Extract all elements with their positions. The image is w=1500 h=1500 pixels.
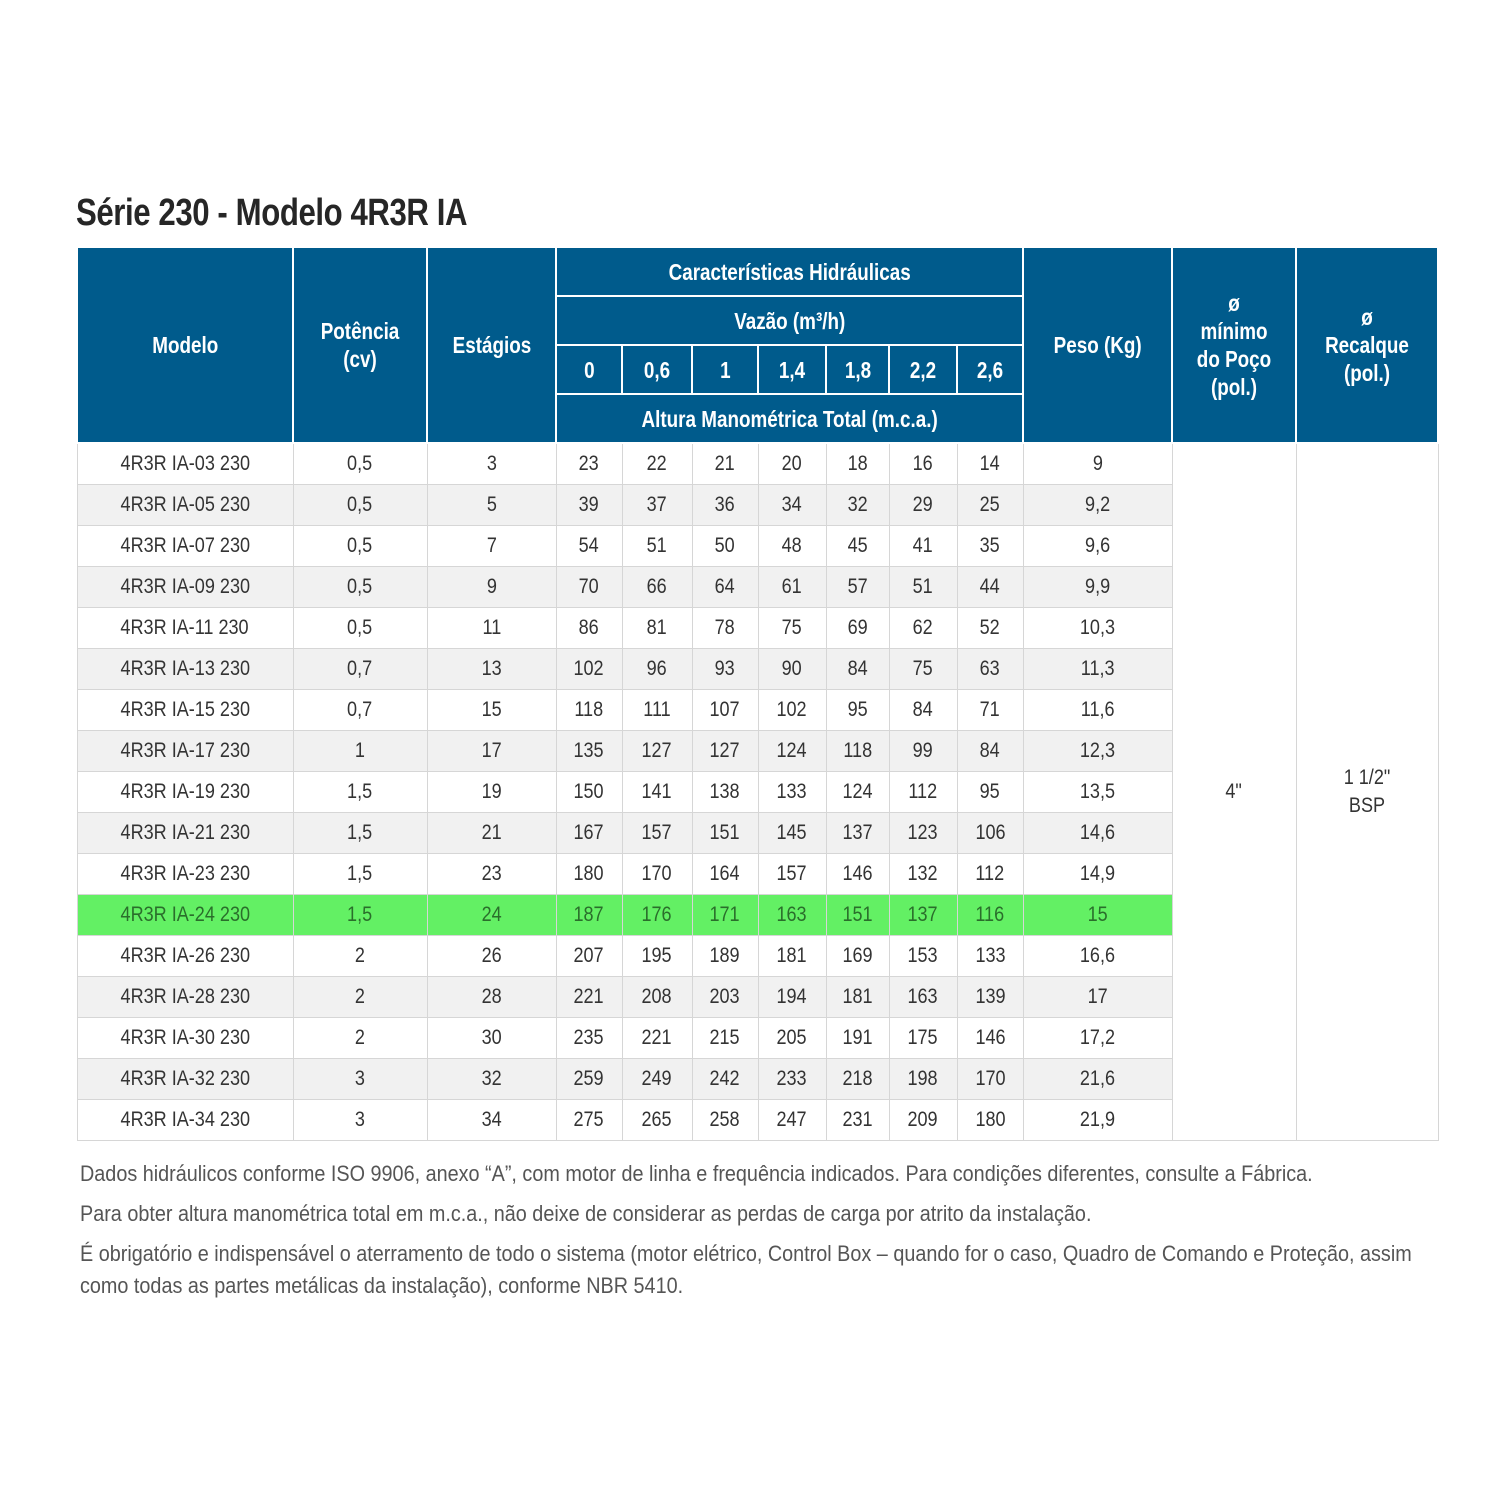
altura-cell: 70 [556,567,622,608]
peso-cell: 9 [1023,443,1172,485]
altura-cell: 205 [758,1018,826,1059]
altura-cell: 52 [957,608,1023,649]
altura-cell: 32 [826,485,889,526]
altura-cell: 157 [758,854,826,895]
estagios-cell: 23 [427,854,556,895]
altura-cell: 62 [889,608,957,649]
altura-cell: 118 [826,731,889,772]
altura-cell: 170 [957,1059,1023,1100]
altura-cell: 48 [758,526,826,567]
modelo-cell: 4R3R IA-34 230 [77,1100,293,1141]
altura-cell: 29 [889,485,957,526]
potencia-cell: 2 [293,1018,427,1059]
altura-cell: 135 [556,731,622,772]
peso-cell: 16,6 [1023,936,1172,977]
recalque-label: Recalque (pol.) [1325,332,1409,386]
potencia-cell: 3 [293,1100,427,1141]
altura-cell: 139 [957,977,1023,1018]
altura-cell: 22 [622,443,692,485]
poco-label: mínimo do Poço (pol.) [1196,318,1272,400]
altura-cell: 99 [889,731,957,772]
potencia-cell: 3 [293,1059,427,1100]
estagios-cell: 15 [427,690,556,731]
altura-cell: 181 [826,977,889,1018]
altura-cell: 124 [826,772,889,813]
altura-cell: 145 [758,813,826,854]
potencia-cell: 2 [293,936,427,977]
estagios-cell: 7 [427,526,556,567]
altura-cell: 51 [622,526,692,567]
altura-cell: 112 [957,854,1023,895]
altura-cell: 187 [556,895,622,936]
altura-cell: 35 [957,526,1023,567]
altura-cell: 123 [889,813,957,854]
altura-cell: 90 [758,649,826,690]
altura-cell: 41 [889,526,957,567]
altura-cell: 194 [758,977,826,1018]
altura-cell: 84 [957,731,1023,772]
estagios-cell: 28 [427,977,556,1018]
potencia-cell: 0,5 [293,608,427,649]
modelo-cell: 4R3R IA-13 230 [77,649,293,690]
altura-cell: 146 [957,1018,1023,1059]
altura-cell: 163 [889,977,957,1018]
peso-cell: 13,5 [1023,772,1172,813]
header-potencia: Potência (cv) [293,247,427,443]
altura-cell: 258 [692,1100,758,1141]
altura-cell: 249 [622,1059,692,1100]
footnote: Dados hidráulicos conforme ISO 9906, anexo “A”, com motor de linha e frequência indicados. Para condições diferentes, consulte a Fábrica. [80,1161,1313,1186]
altura-cell: 34 [758,485,826,526]
altura-cell: 170 [622,854,692,895]
header-vazao-value: 0,6 [622,345,692,394]
altura-cell: 96 [622,649,692,690]
peso-cell: 9,6 [1023,526,1172,567]
altura-cell: 133 [957,936,1023,977]
peso-cell: 21,9 [1023,1100,1172,1141]
header-modelo: Modelo [77,247,293,443]
altura-cell: 198 [889,1059,957,1100]
modelo-cell: 4R3R IA-03 230 [77,443,293,485]
altura-cell: 138 [692,772,758,813]
altura-cell: 151 [692,813,758,854]
recalque-value-cell: 1 1/2" BSP [1296,443,1438,1141]
altura-cell: 18 [826,443,889,485]
altura-cell: 63 [957,649,1023,690]
altura-cell: 93 [692,649,758,690]
header-vazao-value: 2,2 [889,345,957,394]
altura-cell: 95 [957,772,1023,813]
altura-cell: 203 [692,977,758,1018]
estagios-cell: 21 [427,813,556,854]
altura-cell: 107 [692,690,758,731]
altura-cell: 259 [556,1059,622,1100]
header-vazao-value: 1,4 [758,345,826,394]
altura-cell: 175 [889,1018,957,1059]
peso-cell: 15 [1023,895,1172,936]
altura-cell: 112 [889,772,957,813]
altura-cell: 37 [622,485,692,526]
peso-cell: 17,2 [1023,1018,1172,1059]
altura-cell: 180 [957,1100,1023,1141]
altura-cell: 81 [622,608,692,649]
altura-cell: 195 [622,936,692,977]
potencia-cell: 0,5 [293,443,427,485]
altura-cell: 54 [556,526,622,567]
altura-cell: 124 [758,731,826,772]
altura-cell: 133 [758,772,826,813]
altura-cell: 71 [957,690,1023,731]
altura-cell: 64 [692,567,758,608]
altura-cell: 247 [758,1100,826,1141]
altura-cell: 191 [826,1018,889,1059]
altura-cell: 23 [556,443,622,485]
footnote: Para obter altura manométrica total em m.c.a., não deixe de considerar as perdas de carga por atrito da instalação. [80,1201,1092,1226]
altura-cell: 50 [692,526,758,567]
estagios-cell: 26 [427,936,556,977]
altura-cell: 132 [889,854,957,895]
peso-cell: 14,9 [1023,854,1172,895]
altura-cell: 218 [826,1059,889,1100]
modelo-cell: 4R3R IA-17 230 [77,731,293,772]
peso-cell: 9,2 [1023,485,1172,526]
altura-cell: 209 [889,1100,957,1141]
table-row [77,443,1438,485]
altura-cell: 75 [758,608,826,649]
estagios-cell: 13 [427,649,556,690]
altura-cell: 20 [758,443,826,485]
estagios-cell: 32 [427,1059,556,1100]
header-caracteristicas: Características Hidráulicas [556,247,1023,296]
modelo-cell: 4R3R IA-19 230 [77,772,293,813]
recalque-symbol: ø [1361,304,1373,330]
potencia-cell: 1 [293,731,427,772]
altura-cell: 137 [826,813,889,854]
modelo-cell: 4R3R IA-28 230 [77,977,293,1018]
footnote: É obrigatório e indispensável o aterramento de todo o sistema (motor elétrico, Control Box – quando for o caso, Quadro de Comando e Proteção, assim como todas as partes metálicas da instalação), conforme NBR 5410. [80,1241,1412,1298]
estagios-cell: 17 [427,731,556,772]
altura-cell: 61 [758,567,826,608]
poco-value-cell: 4" [1172,443,1296,1141]
potencia-cell: 0,7 [293,649,427,690]
potencia-cell: 0,5 [293,567,427,608]
estagios-cell: 5 [427,485,556,526]
altura-cell: 86 [556,608,622,649]
header-vazao-value: 0 [556,345,622,394]
table-body [77,443,1438,1141]
peso-cell: 12,3 [1023,731,1172,772]
header-recalque [1296,247,1438,443]
header-vazao-value: 1,8 [826,345,889,394]
altura-cell: 95 [826,690,889,731]
altura-cell: 233 [758,1059,826,1100]
altura-cell: 102 [556,649,622,690]
altura-cell: 157 [622,813,692,854]
potencia-cell: 0,5 [293,485,427,526]
header-altura: Altura Manométrica Total (m.c.a.) [556,394,1023,443]
altura-cell: 221 [556,977,622,1018]
altura-cell: 102 [758,690,826,731]
modelo-cell: 4R3R IA-09 230 [77,567,293,608]
altura-cell: 169 [826,936,889,977]
altura-cell: 127 [692,731,758,772]
altura-cell: 127 [622,731,692,772]
altura-cell: 78 [692,608,758,649]
altura-cell: 164 [692,854,758,895]
altura-cell: 242 [692,1059,758,1100]
footnotes [80,1158,1460,1310]
spec-table [76,246,1439,1141]
poco-symbol: ø [1228,290,1240,316]
altura-cell: 45 [826,526,889,567]
altura-cell: 171 [692,895,758,936]
altura-cell: 69 [826,608,889,649]
modelo-cell: 4R3R IA-30 230 [77,1018,293,1059]
peso-cell: 21,6 [1023,1059,1172,1100]
estagios-cell: 19 [427,772,556,813]
peso-cell: 10,3 [1023,608,1172,649]
estagios-cell: 34 [427,1100,556,1141]
estagios-cell: 11 [427,608,556,649]
altura-cell: 181 [758,936,826,977]
altura-cell: 44 [957,567,1023,608]
header-vazao-value: 2,6 [957,345,1023,394]
altura-cell: 14 [957,443,1023,485]
altura-cell: 84 [826,649,889,690]
altura-cell: 163 [758,895,826,936]
altura-cell: 25 [957,485,1023,526]
altura-cell: 75 [889,649,957,690]
altura-cell: 150 [556,772,622,813]
header-estagios: Estágios [427,247,556,443]
altura-cell: 215 [692,1018,758,1059]
altura-cell: 208 [622,977,692,1018]
potencia-cell: 0,5 [293,526,427,567]
modelo-cell: 4R3R IA-07 230 [77,526,293,567]
potencia-cell: 2 [293,977,427,1018]
altura-cell: 207 [556,936,622,977]
altura-cell: 16 [889,443,957,485]
altura-cell: 235 [556,1018,622,1059]
header-vazao: Vazão (m³/h) [556,296,1023,345]
table-header [77,247,1438,443]
altura-cell: 66 [622,567,692,608]
altura-cell: 36 [692,485,758,526]
peso-cell: 9,9 [1023,567,1172,608]
altura-cell: 51 [889,567,957,608]
altura-cell: 153 [889,936,957,977]
altura-cell: 141 [622,772,692,813]
modelo-cell: 4R3R IA-11 230 [77,608,293,649]
altura-cell: 118 [556,690,622,731]
modelo-cell: 4R3R IA-21 230 [77,813,293,854]
altura-cell: 146 [826,854,889,895]
altura-cell: 84 [889,690,957,731]
header-peso: Peso (Kg) [1023,247,1172,443]
modelo-cell: 4R3R IA-15 230 [77,690,293,731]
modelo-cell: 4R3R IA-05 230 [77,485,293,526]
altura-cell: 167 [556,813,622,854]
altura-cell: 151 [826,895,889,936]
modelo-cell: 4R3R IA-24 230 [77,895,293,936]
peso-cell: 11,6 [1023,690,1172,731]
peso-cell: 14,6 [1023,813,1172,854]
altura-cell: 176 [622,895,692,936]
potencia-cell: 1,5 [293,854,427,895]
altura-cell: 39 [556,485,622,526]
altura-cell: 116 [957,895,1023,936]
altura-cell: 111 [622,690,692,731]
potencia-cell: 1,5 [293,772,427,813]
altura-cell: 231 [826,1100,889,1141]
altura-cell: 21 [692,443,758,485]
peso-cell: 11,3 [1023,649,1172,690]
altura-cell: 221 [622,1018,692,1059]
header-poco [1172,247,1296,443]
header-vazao-value: 1 [692,345,758,394]
potencia-cell: 1,5 [293,895,427,936]
peso-cell: 17 [1023,977,1172,1018]
potencia-cell: 1,5 [293,813,427,854]
altura-cell: 57 [826,567,889,608]
altura-cell: 106 [957,813,1023,854]
estagios-cell: 30 [427,1018,556,1059]
altura-cell: 189 [692,936,758,977]
altura-cell: 275 [556,1100,622,1141]
potencia-cell: 0,7 [293,690,427,731]
modelo-cell: 4R3R IA-32 230 [77,1059,293,1100]
altura-cell: 265 [622,1100,692,1141]
estagios-cell: 24 [427,895,556,936]
page-title: Série 230 - Modelo 4R3R IA [76,192,468,234]
modelo-cell: 4R3R IA-26 230 [77,936,293,977]
modelo-cell: 4R3R IA-23 230 [77,854,293,895]
estagios-cell: 3 [427,443,556,485]
altura-cell: 137 [889,895,957,936]
altura-cell: 180 [556,854,622,895]
estagios-cell: 9 [427,567,556,608]
